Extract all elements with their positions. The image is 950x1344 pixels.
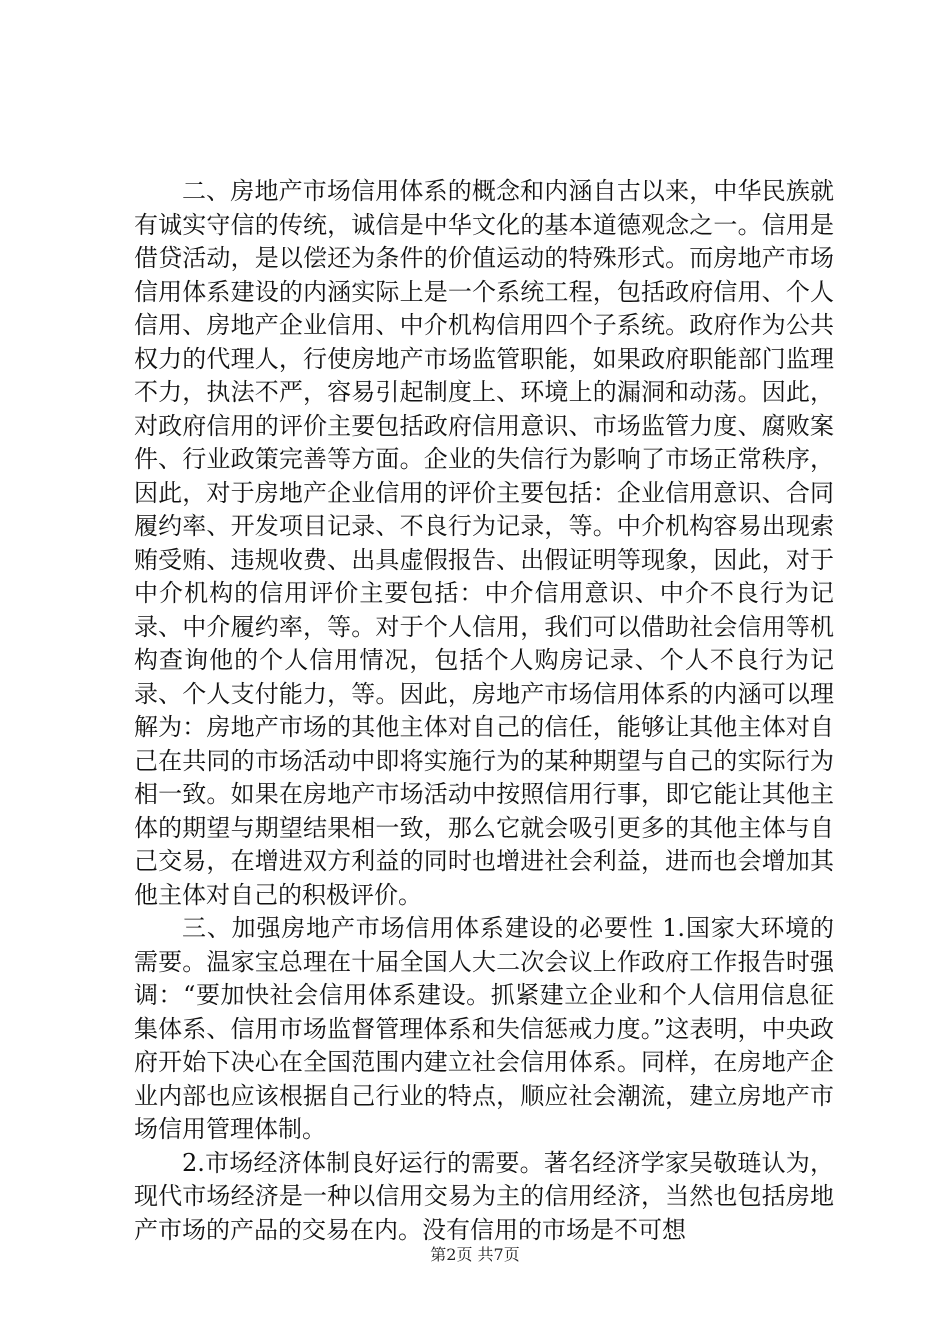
paragraph-credit-system-concept: 二、房地产市场信用体系的概念和内涵自古以来，中华民族就有诚实守信的传统，诚信是中华文化的基本道德观念之一。信用是借贷活动，是以偿还为条件的价值运动的特殊形式。而房地产市场信用体系建设的内涵实际上是一个系统工程，包括政府信用、个人信用、房地产企业信用、中介机构信用四个子系统。政府作为公共权力的代理人，行使房地产市场监管职能，如果政府职能部门监理不力，执法不严，容易引起制度上、环境上的漏洞和动荡。因此，对政府信用的评价主要包括政府信用意识、市场监管力度、腐败案件、行业政策完善等方面。企业的失信行为影响了市场正常秩序，因此，对于房地产企业信用的评价主要包括：企业信用意识、合同履约率、开发项目记录、不良行为记录，等。中介机构容易出现索贿受贿、违规收费、出具虚假报告、出假证明等现象，因此，对于中介机构的信用评价主要包括：中介信用意识、中介不良行为记录、中介履约率，等。对于个人信用，我们可以借助社会信用等机构查询他的个人信用情况，包括个人购房记录、个人不良行为记录、个人支付能力，等。因此，房地产市场信用体系的内涵可以理解为：房地产市场的其他主体对自己的信任，能够让其他主体对自己在共同的市场活动中即将实施行为的某种期望与自己的实际行为相一致。如果在房地产市场活动中按照信用行事，即它能让其他主体的期望与期望结果相一致，那么它就会吸引更多的其他主体与自己交易，在增进双方利益的同时也增进社会利益，进而也会增加其他主体对自己的积极评价。 <box>134 177 834 909</box>
document-body <box>134 175 834 1247</box>
page-number-footer: 第2页 共7页 <box>430 1245 520 1264</box>
paragraph-market-economy-need: 2.市场经济体制良好运行的需要。著名经济学家吴敬琏认为，现代市场经济是一种以信用交易为主的信用经济，当然也包括房地产市场的产品的交易在内。没有信用的市场是不可想 <box>134 1148 834 1244</box>
paragraph-necessity-national-environment: 三、加强房地产市场信用体系建设的必要性 1.国家大环境的需要。温家宝总理在十届全国人大二次会议上作政府工作报告时强调：“要加快社会信用体系建设。抓紧建立企业和个人信用信息征集体系、信用市场监督管理体系和失信惩戒力度。”这表明，中央政府开始下决心在全国范围内建立社会信用体系。同样，在房地产企业内部也应该根据自己行业的特点，顺应社会潮流，建立房地产市场信用管理体制。 <box>134 914 834 1143</box>
